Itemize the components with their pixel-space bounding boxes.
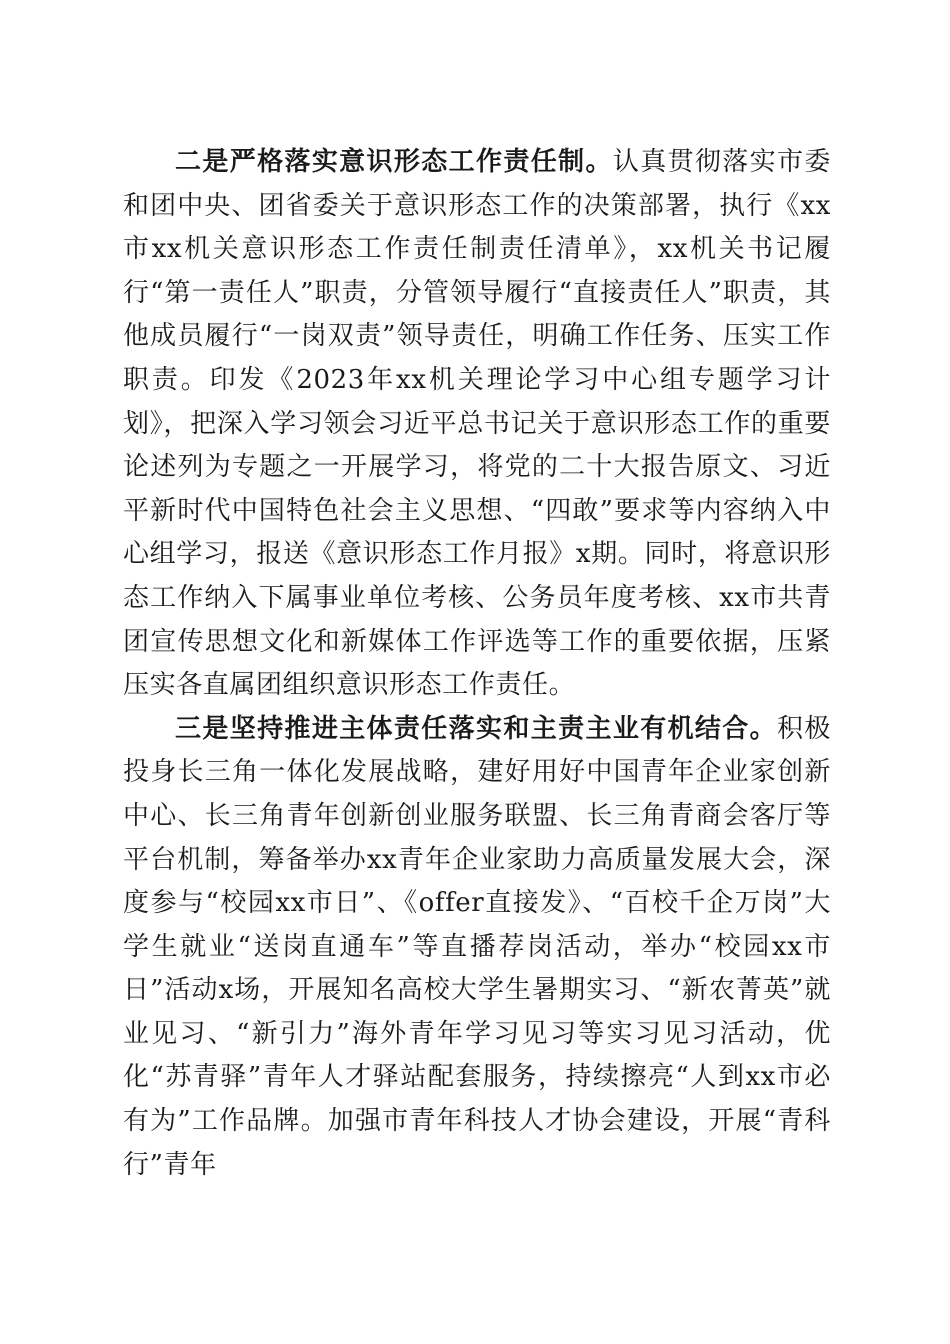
paragraph-main-responsibility [123, 708, 831, 1188]
paragraph-heading: 二是严格落实意识形态工作责任制。 [175, 147, 613, 177]
paragraph-text: 积极投身长三角一体化发展战略，建好用好中国青年企业家创新中心、长三角青年创新创业服务联盟、长三角青商会客厅等平台机制，筹备举办xx青年企业家助力高质量发展大会，深度参与“校园xx市日”、《offer直接发》、“百校千企万岗”大学生就业“送岗直通车”等直播荐岗活动，举办“校园xx市日”活动x场，开展知名高校大学生暑期实习、“新农菁英”就业见习、“新引力”海外青年学习见习等实习见习活动，优化“苏青驿”青年人才驿站配套服务，持续擦亮“人到xx市必有为”工作品牌。加强市青年科技人才协会建设，开展“青科行”青年 [123, 713, 831, 1180]
paragraph-heading: 三是坚持推进主体责任落实和主责主业有机结合。 [175, 713, 778, 744]
document-body [123, 141, 831, 1187]
paragraph-text: 认真贯彻落实市委和团中央、团省委关于意识形态工作的决策部署，执行《xx市xx机关意识形态工作责任制责任清单》，xx机关书记履行“第一责任人”职责，分管领导履行“直接责任人”职责，其他成员履行“一岗双责”领导责任，明确工作任务、压实工作职责。印发《2023年xx机关理论学习中心组专题学习计划》，把深入学习领会习近平总书记关于意识形态工作的重要论述列为专题之一开展学习，将党的二十大报告原文、习近平新时代中国特色社会主义思想、“四敢”要求等内容纳入中心组学习，报送《意识形态工作月报》x期。同时，将意识形态工作纳入下属事业单位考核、公务员年度考核、xx市共青团宣传思想文化和新媒体工作评选等工作的重要依据，压紧压实各直属团组织意识形态工作责任。 [123, 147, 831, 701]
paragraph-ideology-responsibility [123, 141, 831, 708]
